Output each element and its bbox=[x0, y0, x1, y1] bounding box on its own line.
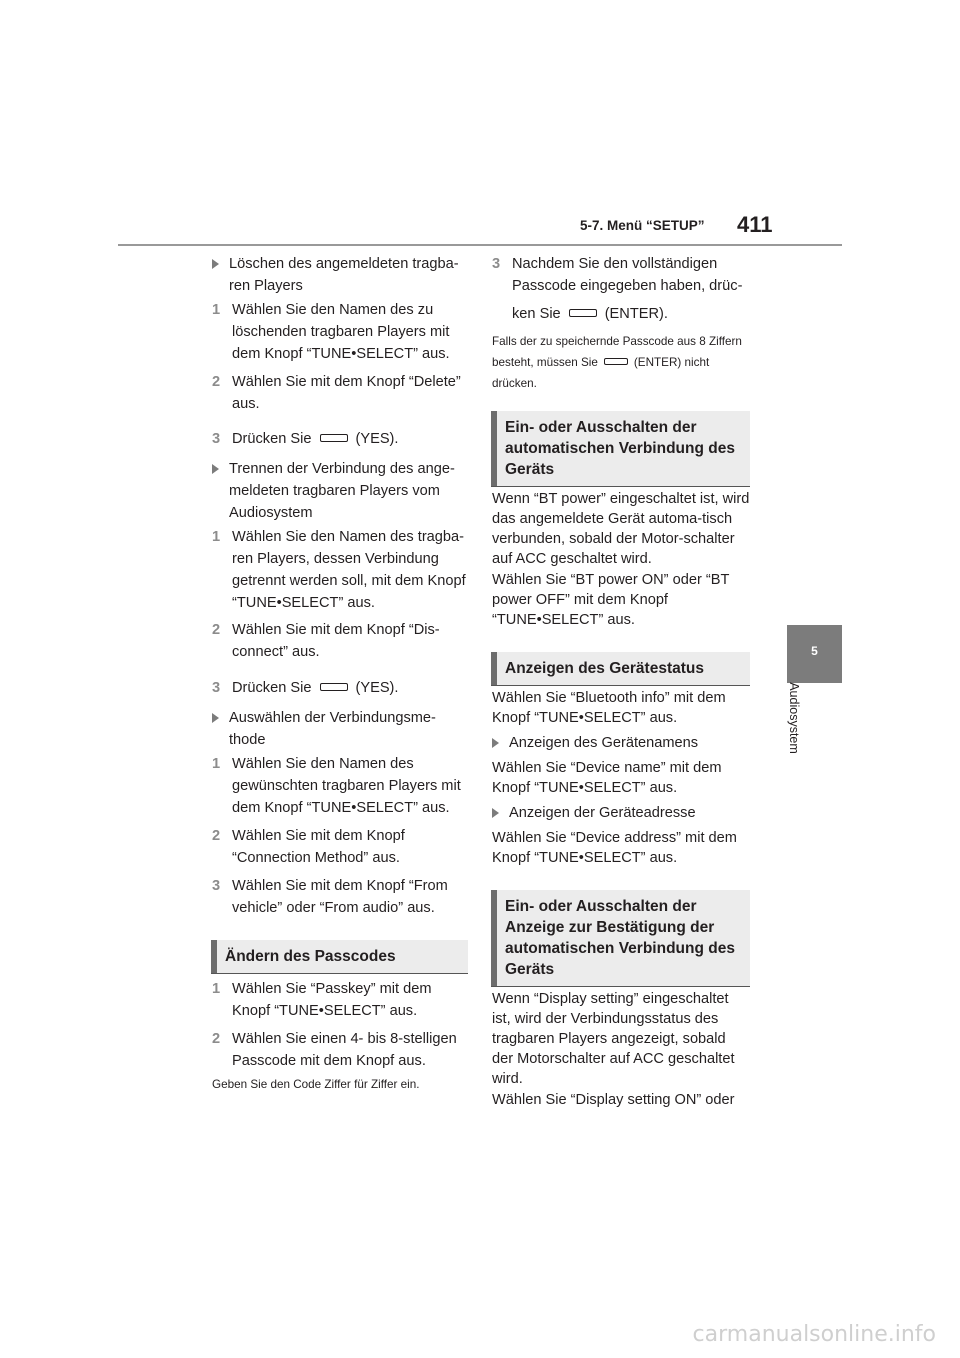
paragraph: Wählen Sie “Bluetooth info” mit dem Knopf “TUNE•SELECT” aus. bbox=[492, 690, 726, 726]
bullet-connection-method: Auswählen der Verbindungsme-thode bbox=[212, 707, 467, 751]
section-heading: 5-7. Menü “SETUP” bbox=[580, 218, 705, 233]
section-accent-bar bbox=[491, 890, 497, 986]
paragraph: Wählen Sie “Display setting ON” oder bbox=[492, 1092, 735, 1108]
paragraph: Wählen Sie “Device name” mit dem Knopf “TUNE•SELECT” aus. bbox=[492, 760, 722, 796]
section-heading-auto-connect: Ein- oder Ausschalten der automatischen Verbindung des Geräts bbox=[491, 411, 750, 487]
bullet-device-name: Anzeigen des Gerätenamens bbox=[492, 732, 750, 754]
chapter-label-text: Audiosystem bbox=[787, 681, 801, 754]
button-symbol-icon bbox=[604, 358, 628, 365]
step-item: 1 Wählen Sie den Namen des zu löschenden tragbaren Players mit dem Knopf “TUNE•SELECT” aus. bbox=[212, 302, 450, 362]
step-item: 2 Wählen Sie mit dem Knopf “Dis-connect” aus. bbox=[212, 622, 440, 660]
watermark-text: carmanualsonline.info bbox=[692, 1322, 936, 1347]
step-item: 3 Drücken Sie (YES). bbox=[212, 680, 399, 696]
section-heading-passcode: Ändern des Passcodes bbox=[211, 940, 468, 974]
bullet-device-address: Anzeigen der Geräteadresse bbox=[492, 802, 750, 824]
step-item: 3 Drücken Sie (YES). bbox=[212, 431, 399, 447]
chapter-label bbox=[784, 660, 804, 775]
bullet-delete-player: Löschen des angemeldeten tragba-ren Players bbox=[212, 253, 467, 297]
step-item: 2 Wählen Sie mit dem Knopf “Delete” aus. bbox=[212, 374, 461, 412]
page-number: 411 bbox=[737, 212, 773, 237]
step-item: 1 Wählen Sie “Passkey” mit dem Knopf “TUNE•SELECT” aus. bbox=[212, 981, 432, 1019]
section-heading-device-status: Anzeigen des Gerätestatus bbox=[491, 652, 750, 686]
section-accent-bar bbox=[211, 940, 217, 973]
paragraph: Wenn “BT power” eingeschaltet ist, wird das angemeldete Gerät automa-tisch verbunden, sobald der Motor-schalter auf ACC geschaltet wird. bbox=[492, 491, 750, 567]
paragraph: Wenn “Display setting” eingeschaltet ist, wird der Verbindungsstatus des tragbaren Players angezeigt, sobald der Motorschalter auf ACC geschaltet wird. bbox=[492, 991, 735, 1087]
step-item: 3 Nachdem Sie den vollständigen Passcode eingegeben haben, drüc- bbox=[492, 256, 743, 294]
chapter-number: 5 bbox=[811, 644, 818, 658]
button-symbol-icon bbox=[320, 434, 348, 442]
paragraph: Wählen Sie “Device address” mit dem Knopf “TUNE•SELECT” aus. bbox=[492, 830, 737, 866]
section-accent-bar bbox=[491, 411, 497, 486]
step-item: 2 Wählen Sie einen 4- bis 8-stelligen Passcode mit dem Knopf aus. bbox=[212, 1031, 457, 1069]
step-item: 1 Wählen Sie den Namen des gewünschten tragbaren Players mit dem Knopf “TUNE•SELECT” aus. bbox=[212, 756, 461, 816]
triangle-bullet-icon bbox=[492, 738, 499, 748]
triangle-bullet-icon bbox=[492, 808, 499, 818]
bullet-disconnect-player: Trennen der Verbindung des ange-meldeten tragbaren Players vom Audiosystem bbox=[212, 458, 467, 524]
triangle-bullet-icon bbox=[212, 713, 219, 723]
section-heading-display-setting: Ein- oder Ausschalten der Anzeige zur Bestätigung der automatischen Verbindung des Geräts bbox=[491, 890, 750, 987]
paragraph: Wählen Sie “BT power ON” oder “BT power OFF” mit dem Knopf “TUNE•SELECT” aus. bbox=[492, 572, 730, 628]
enter-note: Falls der zu speichernde Passcode aus 8 Ziffern besteht, müssen Sie (ENTER) nicht drücken. bbox=[492, 335, 742, 390]
button-symbol-icon bbox=[569, 309, 597, 317]
step-item: 1 Wählen Sie den Namen des tragba-ren Players, dessen Verbindung getrennt werden soll, mit dem Knopf “TUNE•SELECT” aus. bbox=[212, 529, 466, 611]
step-item: 2 Wählen Sie mit dem Knopf “Connection Method” aus. bbox=[212, 828, 405, 866]
step-item-continuation: ken Sie (ENTER). bbox=[512, 306, 668, 322]
button-symbol-icon bbox=[320, 683, 348, 691]
triangle-bullet-icon bbox=[212, 464, 219, 474]
passcode-note: Geben Sie den Code Ziffer für Ziffer ein. bbox=[212, 1078, 420, 1091]
triangle-bullet-icon bbox=[212, 259, 219, 269]
step-item: 3 Wählen Sie mit dem Knopf “From vehicle” oder “From audio” aus. bbox=[212, 878, 448, 916]
section-accent-bar bbox=[491, 652, 497, 685]
header-divider bbox=[118, 244, 842, 246]
